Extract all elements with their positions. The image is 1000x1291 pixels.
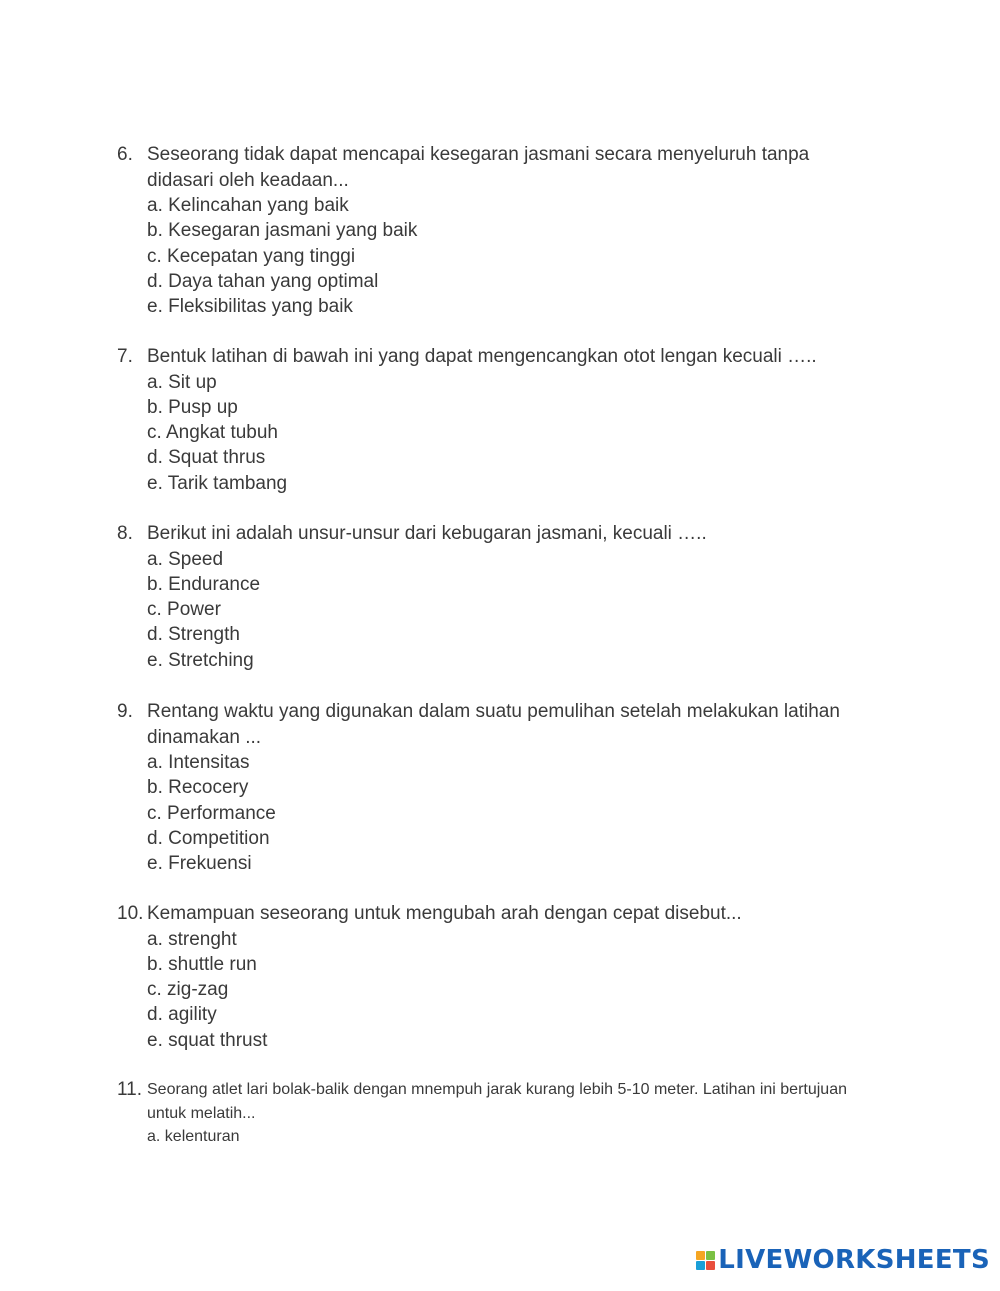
question-number: 7. bbox=[117, 346, 133, 367]
option-a[interactable]: a. kelenturan bbox=[147, 1128, 240, 1145]
option-c[interactable]: c. Angkat tubuh bbox=[147, 422, 278, 444]
live-blocks-icon bbox=[696, 1251, 715, 1270]
option-b[interactable]: b. Kesegaran jasmani yang baik bbox=[147, 220, 418, 242]
options-list bbox=[147, 193, 877, 319]
options-list bbox=[147, 370, 877, 496]
options-list bbox=[147, 547, 877, 673]
question-10 bbox=[117, 901, 877, 1053]
question-number: 9. bbox=[117, 701, 133, 722]
question-number: 6. bbox=[117, 144, 133, 165]
liveworksheets-logo bbox=[696, 1245, 990, 1275]
question-text: Kemampuan seseorang untuk mengubah arah dengan cepat disebut... bbox=[147, 903, 742, 924]
logo-text: LIVEWORKSHEETS bbox=[718, 1245, 990, 1275]
option-e[interactable]: e. Frekuensi bbox=[147, 853, 252, 875]
option-e[interactable]: e. Tarik tambang bbox=[147, 472, 288, 494]
question-number: 8. bbox=[117, 523, 133, 544]
question-text: Rentang waktu yang digunakan dalam suatu pemulihan setelah melakukan latihan dinamakan ... bbox=[147, 701, 840, 748]
question-6 bbox=[117, 142, 877, 319]
option-c[interactable]: c. Kecepatan yang tinggi bbox=[147, 245, 356, 267]
question-text: Bentuk latihan di bawah ini yang dapat mengencangkan otot lengan kecuali ….. bbox=[147, 346, 817, 367]
question-text: Seseorang tidak dapat mencapai kesegaran jasmani secara menyeluruh tanpa didasari oleh keadaan... bbox=[147, 144, 810, 191]
option-b[interactable]: b. Pusp up bbox=[147, 396, 238, 418]
question-text: Seorang atlet lari bolak-balik dengan mnempuh jarak kurang lebih 5-10 meter. Latihan ini bertujuan untuk melatih... bbox=[147, 1081, 847, 1122]
logo-square bbox=[706, 1251, 715, 1260]
option-a[interactable]: a. Intensitas bbox=[147, 752, 250, 773]
option-c[interactable]: c. Performance bbox=[147, 802, 276, 824]
option-b[interactable]: b. shuttle run bbox=[147, 953, 257, 975]
option-d[interactable]: d. Competition bbox=[147, 827, 270, 849]
option-a[interactable]: a. Speed bbox=[147, 548, 224, 570]
question-9 bbox=[117, 699, 877, 876]
option-a[interactable]: a. Sit up bbox=[147, 371, 217, 393]
options-list bbox=[147, 927, 877, 1053]
question-number: 11. bbox=[117, 1079, 143, 1100]
option-e[interactable]: e. squat thrust bbox=[147, 1029, 268, 1051]
option-d[interactable]: d. agility bbox=[147, 1004, 217, 1026]
option-d[interactable]: d. Strength bbox=[147, 624, 240, 646]
logo-square bbox=[696, 1261, 705, 1270]
option-b[interactable]: b. Endurance bbox=[147, 573, 261, 595]
question-number: 10. bbox=[117, 903, 144, 924]
option-a[interactable]: a. strenght bbox=[147, 928, 237, 950]
option-e[interactable]: e. Stretching bbox=[147, 649, 254, 671]
option-a[interactable]: a. Kelincahan yang baik bbox=[147, 195, 349, 216]
question-7 bbox=[117, 344, 877, 496]
logo-square bbox=[706, 1261, 715, 1270]
question-8 bbox=[117, 521, 877, 673]
option-c[interactable]: c. Power bbox=[147, 599, 221, 621]
option-c[interactable]: c. zig-zag bbox=[147, 979, 229, 1001]
question-11 bbox=[117, 1078, 877, 1149]
options-list bbox=[147, 1125, 877, 1149]
option-d[interactable]: d. Squat thrus bbox=[147, 447, 266, 469]
options-list bbox=[147, 750, 877, 876]
question-text: Berikut ini adalah unsur-unsur dari kebugaran jasmani, kecuali ….. bbox=[147, 523, 707, 544]
option-e[interactable]: e. Fleksibilitas yang baik bbox=[147, 296, 353, 318]
logo-square bbox=[696, 1251, 705, 1260]
option-d[interactable]: d. Daya tahan yang optimal bbox=[147, 270, 379, 292]
option-b[interactable]: b. Recocery bbox=[147, 777, 249, 799]
